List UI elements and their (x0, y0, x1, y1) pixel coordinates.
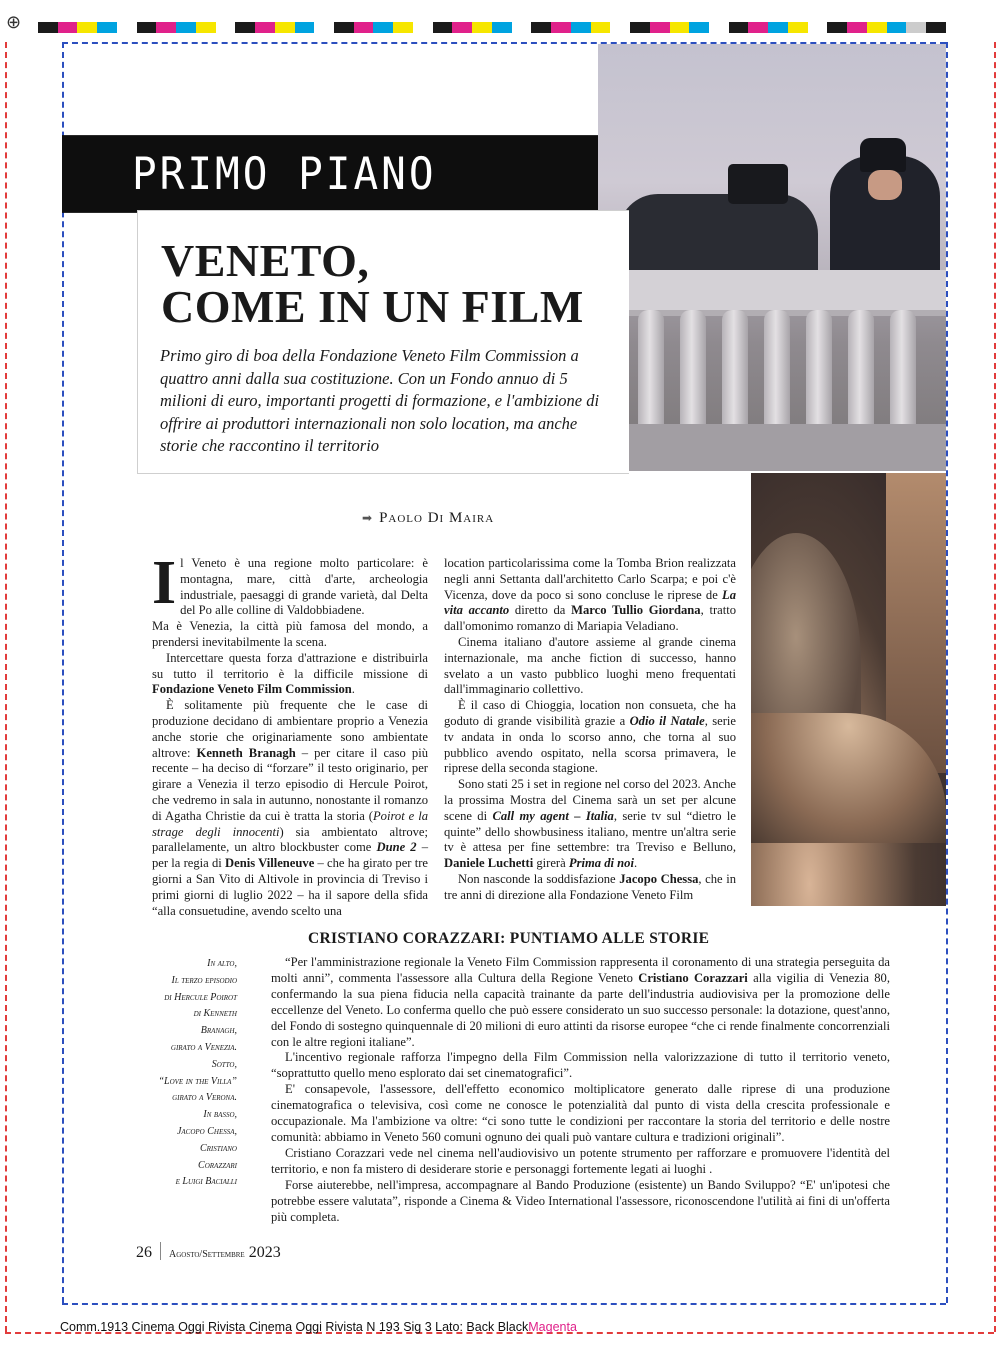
color-swatch (887, 22, 907, 33)
color-swatch (867, 22, 887, 33)
color-swatch (808, 22, 828, 33)
color-swatch (670, 22, 690, 33)
caption-line: Il terzo episodio (171, 974, 237, 986)
color-swatch (531, 22, 551, 33)
color-swatch (512, 22, 532, 33)
section-label: PRIMO PIANO (62, 135, 598, 213)
color-swatch (196, 22, 216, 33)
color-swatch (926, 22, 946, 33)
box-text: “Per l'amministrazione regionale la Veneto Film Commission rappresenta il coronamento di una strategia perseguita da molti anni”, commenta l'assessore alla Cultura della Regione Veneto Cristiano Corazzari alla vigilia di Venezia 80, confermando la sua piena fiducia nella capacità trainante da parte dell'industria audiovisiva per la promozione delle eccellenze del Veneto. Lo conferma quello che può essere considerato un suo successo personale: la dotazione, quest'anno, del Fondo di sostegno quinquennale di 20 milioni di euro attinti da risorse europee “che ci rende finalmente concorrenziali con le altre regioni italiane”. L'incentivo regionale rafforza l'impegno della Film Commission nella valorizzazione di tutto il territorio veneto, “soprattutto quello meno esplorato dai set cinematografici”. E' consapevole, l'assessore, dell'effetto economico moltiplicatore generato dalle riprese di una produzione cinematografica o televisiva, così come ne conosce le potenzialità dal punto di vista della crescita professionale e occupazionale. Ma l'ambizione va oltre: “ci sono tutte le condizioni per raccontare la storia del territorio e delle nostre comunità: abbiamo in Veneto 560 comuni ognuno dei quali può vantare cultura e tradizioni originali”. Cristiano Corazzari vede nel cinema nell'audiovisivo un potente strumento per rafforzare e promuovere l'identità del territorio, e non fa mistero di desiderare storie e personaggi fortemente legati ai luoghi . Forse aiuterebbe, nell'impresa, accompagnare al Bando Produzione (esistente) un Bando Sviluppo? “E' un'ipotesi che potrebbe essere valutata”, risponde a Cinema & Video International l'assessore, riconoscendone l'utilità ai fini di un'offerta più completa. (271, 955, 891, 1224)
color-swatch (176, 22, 196, 33)
caption-line: “Love in the Villa” (158, 1075, 237, 1087)
color-swatch (551, 22, 571, 33)
standfirst: Primo giro di boa della Fondazione Veneto Film Commission a quattro anni dalla sua costituzione. Con un Fondo annuo di 5 milioni di euro, importanti progetti di formazione, e l'ambizione di offrire ai produttori internazionali non solo location, ma anche storie che raccontino il territorio (160, 346, 600, 455)
trim-line-bottom (62, 1303, 946, 1305)
color-swatch (275, 22, 295, 33)
color-swatch (314, 22, 334, 33)
caption-line: Corazzari (198, 1159, 237, 1171)
color-swatch (591, 22, 611, 33)
article-title: VENETO, COME IN UN FILM (161, 235, 584, 332)
color-swatch (354, 22, 374, 33)
color-swatch (788, 22, 808, 33)
color-swatch (571, 22, 591, 33)
color-swatch (906, 22, 926, 33)
caption-line: In basso, (203, 1109, 237, 1121)
color-swatch (216, 22, 236, 33)
color-swatch (689, 22, 709, 33)
color-swatch (729, 22, 749, 33)
caption-line: girato a Venezia. (170, 1041, 237, 1053)
color-swatch (709, 22, 729, 33)
caption-line: Sotto, (211, 1058, 237, 1070)
caption-line: e Luigi Bacialli (175, 1176, 237, 1188)
color-swatch (847, 22, 867, 33)
color-swatch (137, 22, 157, 33)
box-title: CRISTIANO CORAZZARI: PUNTIAMO ALLE STORIE (308, 930, 710, 947)
color-swatch (58, 22, 78, 33)
color-swatch (610, 22, 630, 33)
color-swatch (452, 22, 472, 33)
color-swatch (393, 22, 413, 33)
photo-caption (134, 956, 237, 1191)
issue-months: Agosto/Settembre (169, 1249, 245, 1260)
color-swatch (472, 22, 492, 33)
issue-year: 2023 (248, 1244, 281, 1261)
color-swatch (768, 22, 788, 33)
color-swatch (492, 22, 512, 33)
color-swatch (117, 22, 137, 33)
camera-icon (728, 164, 788, 204)
caption-line: girato a Verona. (172, 1092, 237, 1104)
page-folio (136, 1242, 281, 1262)
registration-mark: ⊕ (6, 12, 22, 33)
color-swatch (334, 22, 354, 33)
trim-line-right (946, 42, 948, 1303)
color-swatch (827, 22, 847, 33)
drop-cap: I (152, 549, 177, 617)
photo-verona-fountain (751, 473, 946, 906)
color-swatch (97, 22, 117, 33)
color-swatch (433, 22, 453, 33)
caption-line: di Hercule Poirot (164, 991, 237, 1003)
caption-line: Branagh, (200, 1025, 237, 1037)
color-swatch (77, 22, 97, 33)
color-swatch (413, 22, 433, 33)
trim-line-left (62, 42, 64, 1303)
color-swatch (748, 22, 768, 33)
bleed-line-left (5, 42, 7, 1332)
color-swatch (156, 22, 176, 33)
color-swatch (235, 22, 255, 33)
color-swatch (295, 22, 315, 33)
article-column-2: location particolarissima come la Tomba Brion realizzata negli anni Settanta dall'architetto Carlo Scarpa; e poi c'è Vicenza, dove da poco si sono concluse le riprese de La vita accanto diretto da Marco Tullio Giordana, tratto dall'omonimo romanzo di Mariapia Veladiano. Cinema italiano d'autore assieme al grande cinema internazionale, ma anche fiction di successo, hanno svelato a un vasto pubblico luoghi meno frequentati dall'immaginario collettivo. È il caso di Chioggia, location non consueta, che ha goduto di grande visibilità grazie a Odio il Natale, serie tv andata in onda lo scorso anno, che torna al suo pubblico avendo ospitato, nella scorsa primavera, le riprese della seconda stagione. Sono stati 25 i set in regione nel corso del 2023. Anche la prossima Mostra del Cinema sarà un set per alcune scene di Call my agent – Italia, serie tv sul “dietro le quinte” dello showbusiness italiano, mentre un'altra serie tv è attesa per fine settembre: tra Treviso e Belluno, Daniele Luchetti girerà Prima di noi. Non nasconde la soddisfazione Jacopo Chessa, che in tre anni di direzione alla Fondazione Veneto Film (444, 556, 737, 902)
color-swatch (373, 22, 393, 33)
bleed-line-right (994, 42, 996, 1332)
caption-line: Jacopo Chessa, (176, 1125, 237, 1137)
color-swatch (650, 22, 670, 33)
color-swatch (38, 22, 58, 33)
byline: ➡ Paolo Di Maira (362, 510, 495, 526)
caption-line: In alto, (207, 958, 237, 969)
color-bar (38, 22, 946, 33)
color-swatch (255, 22, 275, 33)
caption-line: Cristiano (199, 1142, 237, 1154)
article-column-1: Il Veneto è una regione molto particolare: è montagna, mare, città d'arte, archeologia industriale, paesaggi di grande varietà, dal Delta del Po alle colline di Valdobbiadene. Ma è Venezia, la città più famosa del mondo, a prendersi inevitabilmente la scena. Intercettare questa forza d'attrazione e distribuirla su tutto il territorio è la difficile missione di Fondazione Veneto Film Commission. È solitamente più frequente che le case di produzione decidano di ambientare proprio a Venezia anche storie che originariamente sono ambientate altrove: Kenneth Branagh – per citare il caso più recente – ha deciso di “forzare” il testo originario, per girare a Venezia il terzo episodio di Hercule Poirot, che vedremo in sala in autunno, nonostante il romanzo di Agatha Christie da cui è tratta la storia (Poirot e la strage degli innocenti) sia ambientato altrove; parallelamente, un altro blockbuster come Dune 2 – per la regia di Denis Villeneuve – che ha girato per tre giorni a San Vito di Altivole in provincia di Treviso i primi giorni di luglio 2022 – ha il sapore della sfida “alla consuetudine, avendo scelto una (152, 549, 429, 918)
color-swatch (630, 22, 650, 33)
arrow-icon: ➡ (362, 511, 374, 525)
photo-poirot-venice (598, 44, 946, 471)
caption-line: di Kenneth (193, 1008, 237, 1020)
print-slug: Comm.1913 Cinema Oggi Rivista Cinema Oggi Rivista N 193 Sig 3 Lato: Back BlackMagenta (60, 1320, 577, 1334)
page-number: 26 (136, 1244, 152, 1261)
